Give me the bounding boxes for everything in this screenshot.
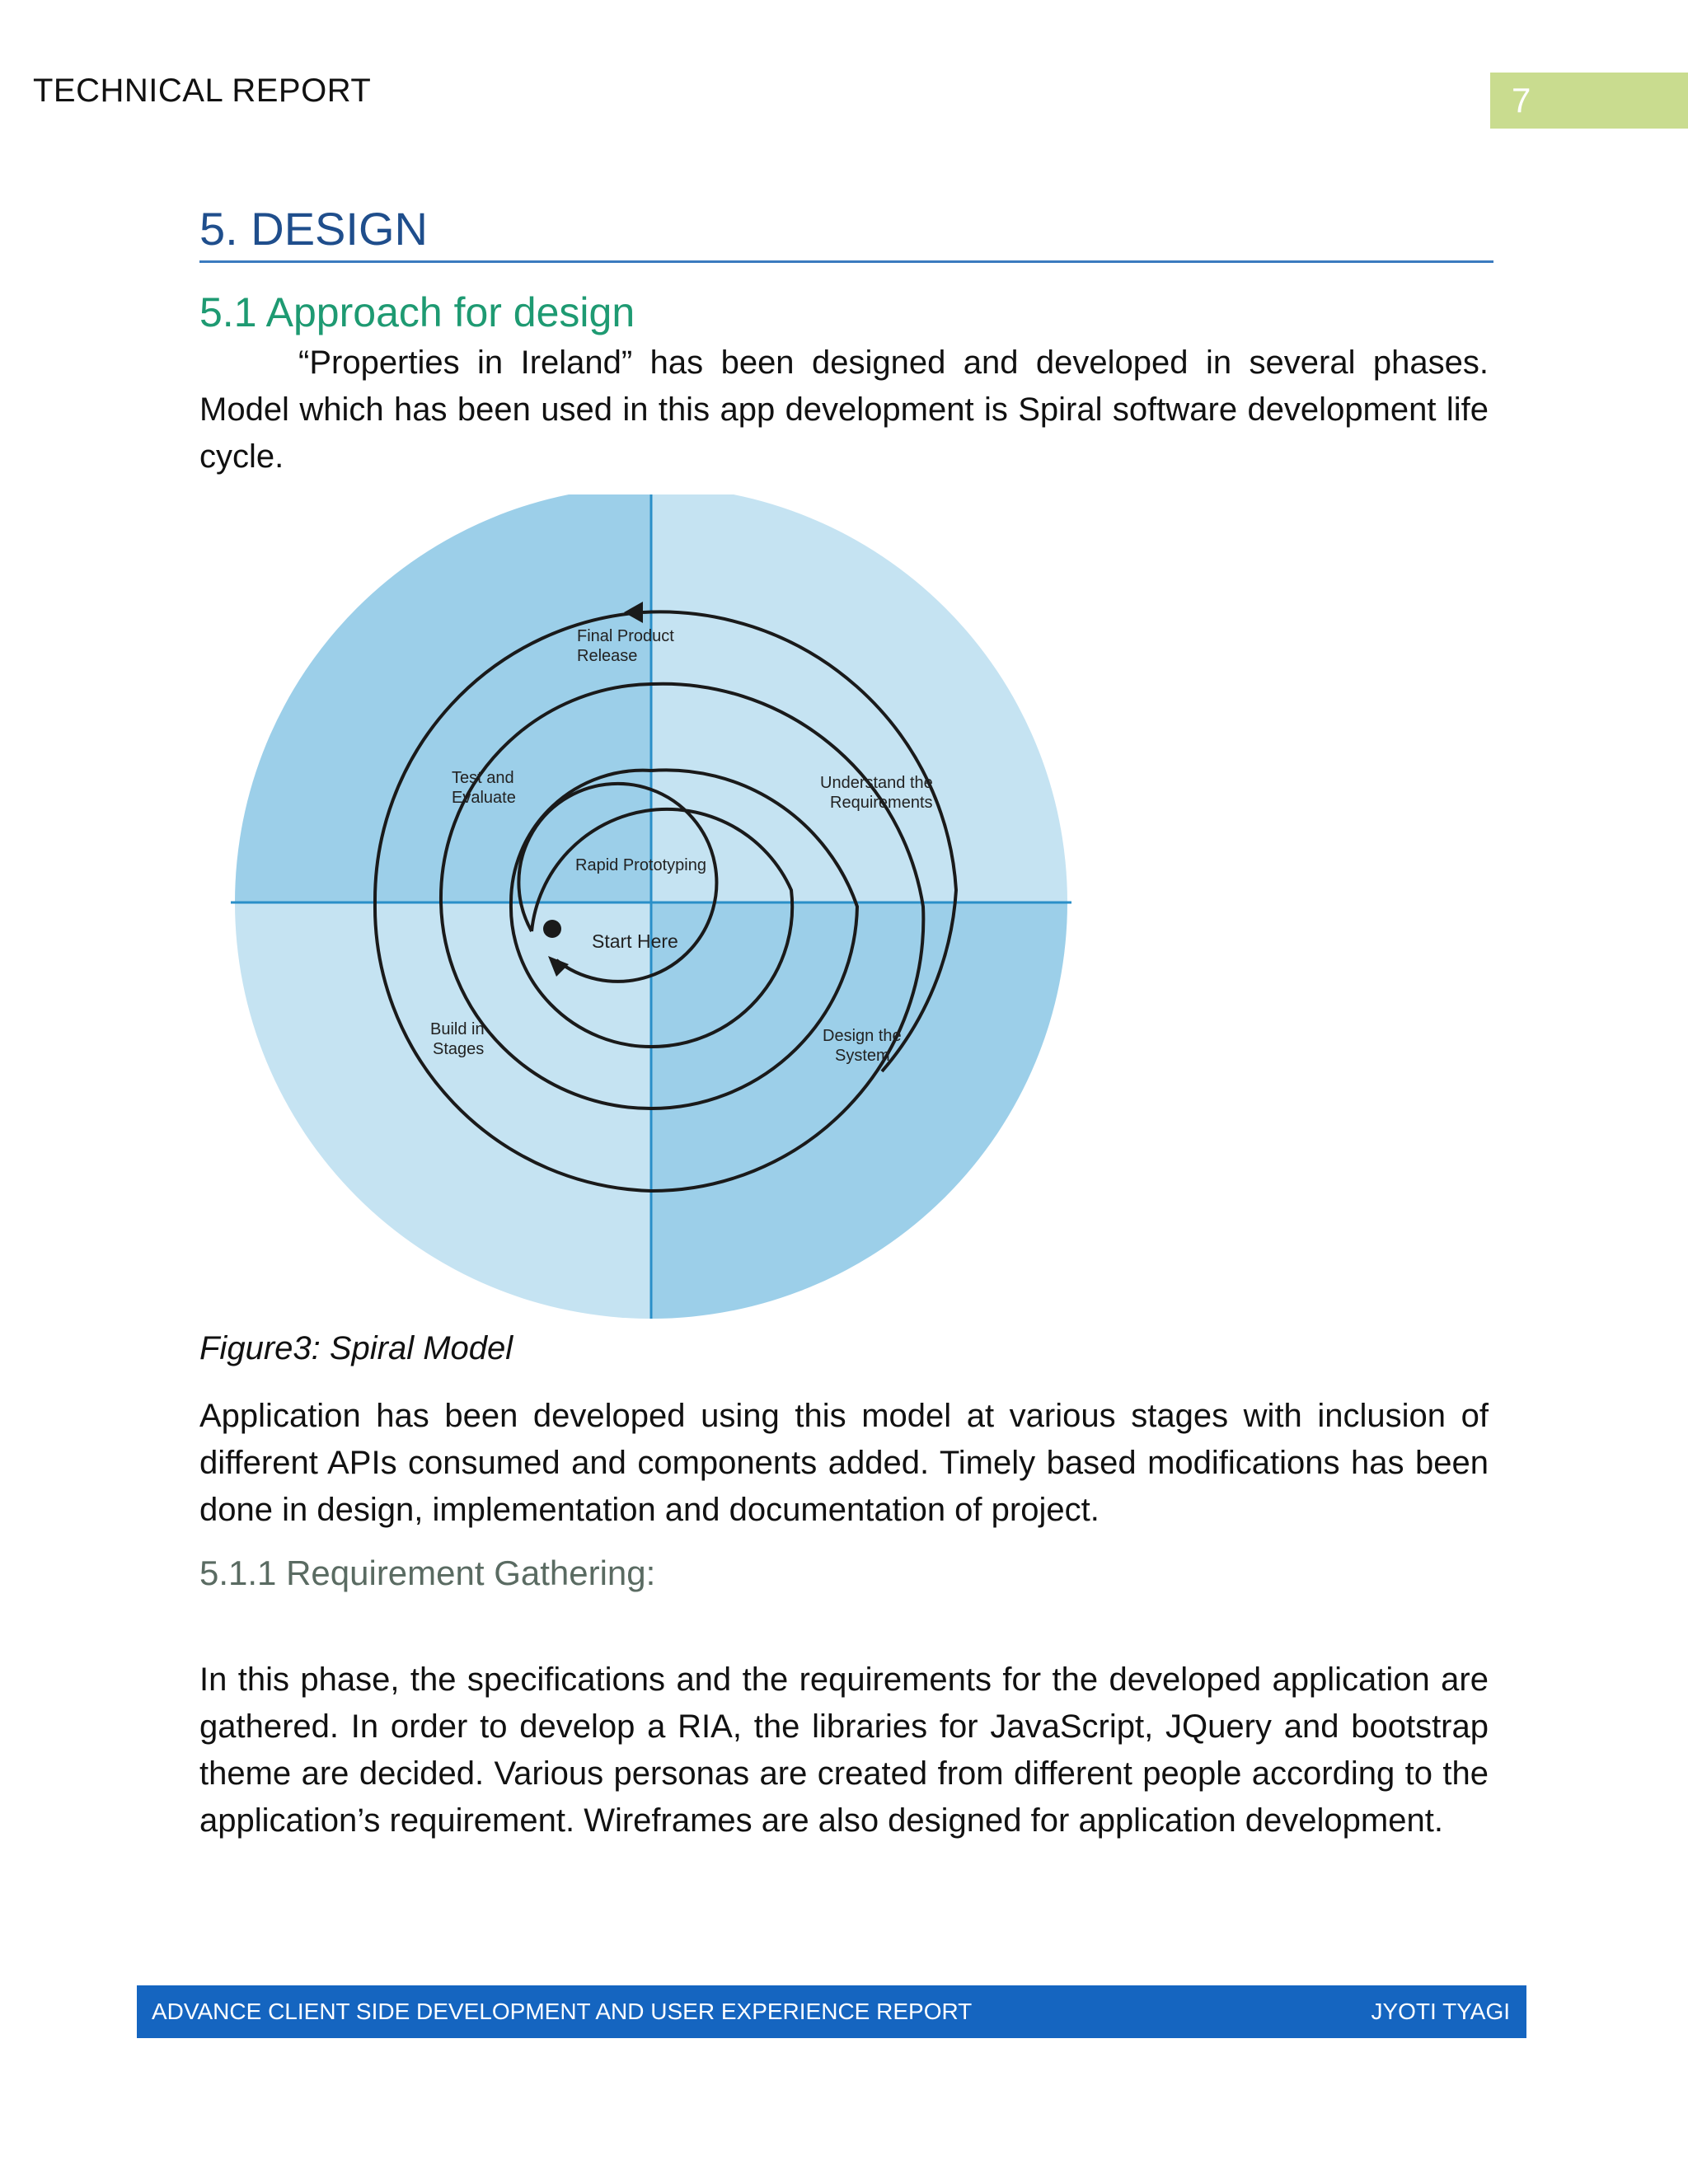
label-design-1: Design the — [823, 1027, 902, 1045]
label-final-release-1: Final Product — [577, 627, 674, 645]
label-final-release-2: Release — [577, 647, 638, 665]
start-point — [543, 920, 561, 938]
quadrant-top-right — [651, 494, 1080, 902]
label-test-1: Test and — [452, 769, 514, 787]
footer-report-title: ADVANCE CLIENT SIDE DEVELOPMENT AND USER EXPERIENCE REPORT — [152, 1999, 973, 2024]
quadrant-bottom-left — [231, 902, 651, 1319]
heading-rule — [199, 260, 1493, 263]
label-prototyping: Rapid Prototyping — [575, 856, 706, 874]
body-paragraph-2: Application has been developed using this model at various stages with inclusion of different APIs consumed and components added. Timely based modifications has been done in design, implementation and documentation of project. — [199, 1398, 1489, 1528]
intro-paragraph: “Properties in Ireland” has been designed and developed in several phases. Model which has been used in this app development is Spiral software development life cycle. — [199, 344, 1489, 475]
label-understand-1: Understand the — [820, 774, 933, 792]
page-number: 7 — [1512, 81, 1531, 120]
label-build-1: Build in — [430, 1020, 485, 1038]
page-number-box — [1490, 73, 1688, 129]
subsubsection-heading: 5.1.1 Requirement Gathering: — [199, 1554, 656, 1592]
footer-author: JYOTI TYAGI — [1371, 1999, 1510, 2024]
body-paragraph-3: In this phase, the specifications and the requirements for the developed application are gathered. In order to develop a RIA, the libraries for JavaScript, JQuery and bootstrap theme are decided. Various personas are created from different people according to the application’s requirement. Wireframes are also designed for application development. — [199, 1661, 1489, 1839]
quadrant-bottom-right — [651, 902, 1080, 1319]
label-test-2: Evaluate — [452, 789, 516, 807]
section-heading: 5. DESIGN — [199, 203, 428, 255]
subsection-heading: 5.1 Approach for design — [199, 289, 635, 335]
footer-bar — [137, 1985, 1526, 2038]
spiral-model-diagram — [231, 494, 1080, 1319]
label-start: Start Here — [592, 930, 678, 952]
running-header-title: TECHNICAL REPORT — [33, 73, 372, 109]
diagram-quadrants — [231, 494, 1080, 1319]
figure-caption: Figure3: Spiral Model — [199, 1330, 513, 1366]
quadrant-top-left — [231, 494, 651, 902]
label-build-2: Stages — [433, 1040, 485, 1058]
label-understand-2: Requirements — [830, 794, 933, 812]
label-design-2: System — [835, 1047, 890, 1065]
